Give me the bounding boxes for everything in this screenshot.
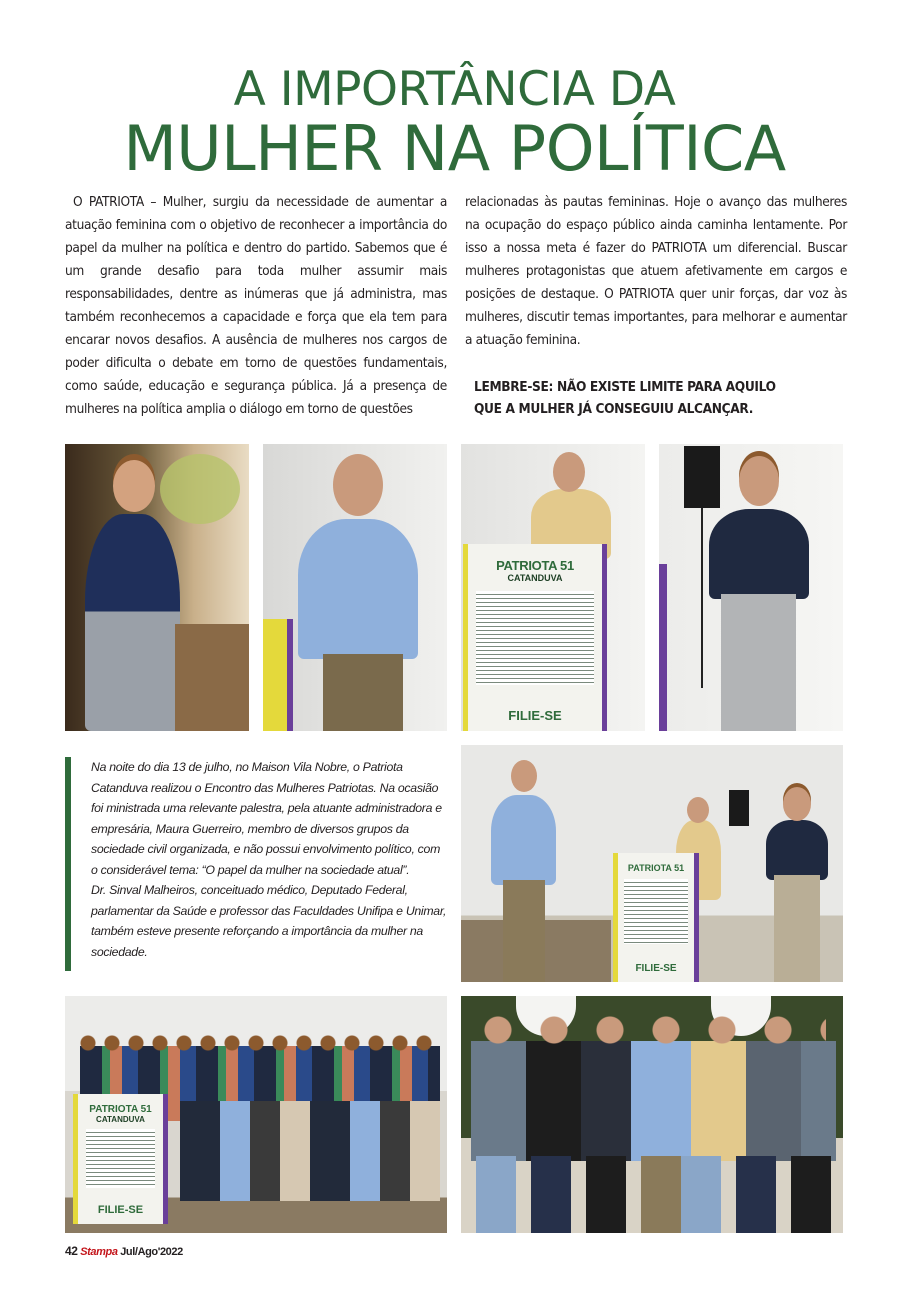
banner-patriota-3 [73,1094,168,1224]
banner-3-cta: FILIE-SE [97,1204,144,1216]
body-text-left: O PATRIOTA – Mulher, surgiu da necessidade de aumentar a atuação feminina com o objetivo de reconhecer a importância do papel da mulher na política e dentro do partido. Sabemos que é um grande desafio para toda mulher assumir mais responsabilidades, dentre as inúmeras que já administra, mas também reconhecemos a capacidade e força que ela tem para encarar novos desafios. A ausência de mulheres nos cargos de poder dificulta o debate em torno de questões fundamentais, como saúde, educação e segurança pública. Já a presença de mulheres na política amplia o diálogo em torno de questões [65,194,447,417]
photo-woman-speaking [659,444,843,731]
photo-man-speaking [263,444,447,731]
issue-date: Jul/Ago'2022 [120,1246,183,1258]
banner-2-cta: FILIE-SE [635,963,677,974]
page-footer [65,1244,183,1258]
body-column-right [465,191,847,420]
magazine-name: Stampa [80,1246,118,1258]
banner-3-city: CATANDUVA [96,1115,145,1124]
photo-man-at-podium [461,444,645,731]
banner-brand: PATRIOTA 51 [496,558,574,573]
photo-event-stage [461,745,843,982]
banner-city: CATANDUVA [507,573,563,583]
page-number: 42 [65,1244,78,1258]
pull-quote-line-1: LEMBRE-SE: NÃO EXISTE LIMITE PARA AQUILO [474,379,776,395]
pull-quote-line-2: QUE A MULHER JÁ CONSEGUIU ALCANÇAR. [474,401,753,417]
title-line-2: MULHER NA POLÍTICA [123,112,786,185]
photo-group-garden [461,996,843,1233]
banner-patriota [463,544,607,731]
title-line-1: A IMPORTÂNCIA DA [233,62,676,117]
banner-cta: FILIE-SE [508,708,562,723]
body-column-left [65,191,447,421]
photo-woman-at-table [65,444,249,731]
pull-quote [465,376,847,420]
photo-caption [65,757,447,971]
body-text-right: relacionadas às pautas femininas. Hoje o avanço das mulheres na ocupação do espaço público ainda caminha lentamente. Por isso a nossa meta é fazer do PATRIOTA um diferencial. Buscar mulheres protagonistas que atuem afetivamente em cargos e posições de destaque. O PATRIOTA quer unir forças, dar voz às mulheres, discutir temas importantes, para melhorar e aumentar a atuação feminina. [465,194,847,348]
caption-paragraph-1: Na noite do dia 13 de julho, no Maison Vila Nobre, o Patriota Catanduva realizou o Encontro das Mulheres Patriotas. Na ocasião foi ministrada uma relevante palestra, pela atuante administradora e empresária, Maura Guerreiro, membro de diversos grupos da sociedade civil organizada, e não possui envolvimento político, com o considerável tema: “O papel da mulher na sociedade atual”. [91,760,442,877]
photo-group-women [65,996,447,1233]
banner-patriota-2 [613,853,699,982]
banner-2-brand: PATRIOTA 51 [627,863,685,873]
caption-paragraph-2: Dr. Sinval Malheiros, conceituado médico, Deputado Federal, parlamentar da Saúde e professor das Faculdades Unifipa e Unimar, também esteve presente reforçando a importância da mulher na sociedade. [91,883,447,959]
banner-3-brand: PATRIOTA 51 [89,1104,152,1115]
